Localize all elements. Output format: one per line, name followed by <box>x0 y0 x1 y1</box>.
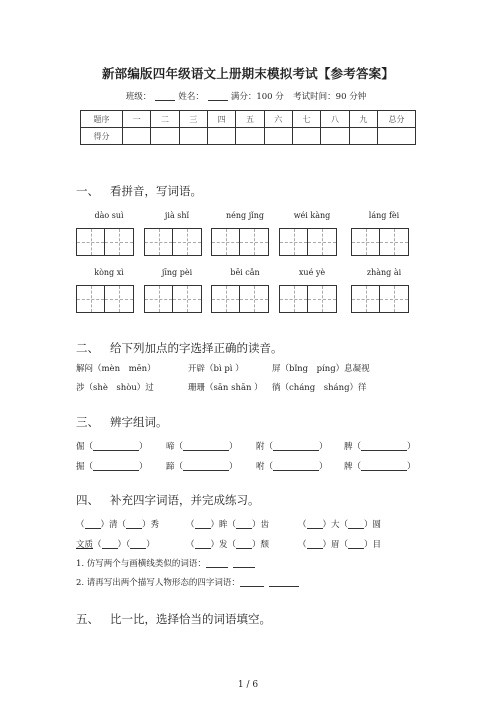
idiom-text: ）大（ <box>322 520 349 530</box>
pronunciation-item[interactable]: 珊珊（sān shān ） <box>188 383 263 393</box>
idiom-question-2 <box>76 576 299 588</box>
question-text: 2. 请再写出两个描写人物形态的四字词语： <box>76 578 240 588</box>
exam-info <box>0 90 496 102</box>
score-header-cell: 二 <box>151 111 179 128</box>
score-cell[interactable] <box>349 128 377 145</box>
section-1-heading <box>76 183 202 199</box>
score-header-cell: 六 <box>264 111 292 128</box>
pinyin-label: néng jǐng <box>225 211 265 220</box>
score-header-cell: 三 <box>179 111 207 128</box>
score-cell[interactable] <box>123 128 151 145</box>
score-cell[interactable] <box>264 128 292 145</box>
section-2-title: 给下列加点的字选择正确的读音。 <box>110 341 283 355</box>
idiom-blank[interactable] <box>102 540 118 549</box>
idiom-blank[interactable] <box>307 540 323 549</box>
score-table-row <box>81 128 416 145</box>
pinyin-label: bēi cǎn <box>230 268 260 277</box>
answer-blank[interactable] <box>183 442 229 451</box>
group-char: 掘 <box>76 462 85 472</box>
section-4-title: 补充四字词语，并完成练习。 <box>110 493 260 507</box>
pinyin-row-2 <box>76 268 422 280</box>
idiom-blank[interactable] <box>236 540 252 549</box>
pinyin-label: kòng xì <box>94 268 124 277</box>
score-header-cell: 一 <box>123 111 151 128</box>
section-1-title: 看拼音，写词语。 <box>110 184 202 198</box>
section-4-heading <box>76 492 260 508</box>
score-header-cell: 题序 <box>81 111 123 128</box>
tianzige-box[interactable] <box>76 228 134 256</box>
section-3-heading <box>76 414 168 430</box>
full-score: 满分：100 分 <box>230 92 284 102</box>
idiom-blank[interactable] <box>195 540 211 549</box>
idiom-text: 文质 <box>76 540 94 550</box>
pronunciation-item[interactable]: 屏（bǐng píng）息凝视 <box>272 364 370 374</box>
idiom-blank[interactable] <box>130 540 146 549</box>
score-cell[interactable] <box>207 128 235 145</box>
idiom-text: ）目 <box>364 540 382 550</box>
pronunciation-item[interactable]: 解闷（mèn mēn） <box>76 364 156 374</box>
group-char: 蹄 <box>166 462 175 472</box>
idiom-blank[interactable] <box>126 520 142 529</box>
score-header-cell: 七 <box>292 111 320 128</box>
answer-blank[interactable] <box>361 462 407 471</box>
idiom-text: ）眉（ <box>322 540 349 550</box>
question-text: 1. 仿写两个与画横线类似的词语： <box>76 559 206 569</box>
tianzige-box[interactable] <box>211 285 269 313</box>
idiom-text: （ <box>93 540 102 550</box>
idiom-text: （ <box>298 520 307 530</box>
idiom-blank[interactable] <box>236 520 252 529</box>
pinyin-label: dào suì <box>94 211 124 220</box>
pinyin-label: jià shǐ <box>164 211 190 220</box>
tianzige-box[interactable] <box>211 228 269 256</box>
page-title: 新部编版四年级语文上册期末模拟考试【参考答案】 <box>101 66 395 81</box>
answer-blank[interactable] <box>206 559 228 568</box>
idiom-text: ）颓 <box>252 540 270 550</box>
score-header-cell: 四 <box>207 111 235 128</box>
answer-blank[interactable] <box>273 462 319 471</box>
idiom-text: ）眸（ <box>210 520 237 530</box>
group-char: 啼 <box>166 442 175 452</box>
tianzige-box[interactable] <box>76 285 134 313</box>
score-cell[interactable] <box>378 128 416 145</box>
answer-blank[interactable] <box>183 462 229 471</box>
idiom-text: ）秀 <box>142 520 160 530</box>
score-table <box>80 110 416 145</box>
score-header-cell: 九 <box>349 111 377 128</box>
section-2-heading <box>76 340 283 356</box>
class-label: 班级： <box>125 92 152 102</box>
score-header-cell: 五 <box>236 111 264 128</box>
idiom-blank[interactable] <box>348 540 364 549</box>
name-blank[interactable] <box>208 92 228 101</box>
pronunciation-item[interactable]: 徜（cháng sháng）徉 <box>272 383 367 393</box>
writing-grid-row-2 <box>76 285 422 313</box>
score-header-cell: 总分 <box>378 111 416 128</box>
answer-blank[interactable] <box>269 578 299 587</box>
answer-blank[interactable] <box>93 442 139 451</box>
idiom-blank[interactable] <box>307 520 323 529</box>
group-char: 倔 <box>76 442 85 452</box>
group-char: 脾 <box>344 442 353 452</box>
pinyin-label: láng fèi <box>368 211 400 220</box>
idiom-text: （ <box>298 540 307 550</box>
writing-grid-row-1 <box>76 228 422 256</box>
idiom-blank[interactable] <box>85 520 101 529</box>
idiom-blank[interactable] <box>195 520 211 529</box>
tianzige-box[interactable] <box>351 285 409 313</box>
score-cell[interactable] <box>321 128 349 145</box>
group-char: 附 <box>256 442 265 452</box>
section-2-number: 二、 <box>76 341 99 355</box>
name-label: 姓名： <box>178 92 204 102</box>
pinyin-label: wéi kàng <box>293 211 331 220</box>
idiom-text: ） <box>146 540 155 550</box>
pronunciation-item[interactable]: 开辟（bì pì ） <box>188 364 244 374</box>
score-table-header <box>81 111 416 128</box>
tianzige-box[interactable] <box>279 285 337 313</box>
section-5-title: 比一比，选择恰当的词语填空。 <box>110 612 271 626</box>
idiom-blank[interactable] <box>348 520 364 529</box>
pinyin-label: zhàng ài <box>366 268 402 277</box>
score-cell[interactable] <box>292 128 320 145</box>
score-cell[interactable] <box>236 128 264 145</box>
class-blank[interactable] <box>155 92 175 101</box>
idiom-text: ）发（ <box>210 540 237 550</box>
answer-blank[interactable] <box>361 442 407 451</box>
answer-blank[interactable] <box>233 559 255 568</box>
answer-blank[interactable] <box>240 578 264 587</box>
section-5-number: 五、 <box>76 612 99 626</box>
idiom-text: （ <box>76 520 85 530</box>
idiom-text: ）（ <box>117 540 131 550</box>
score-row-label: 得分 <box>81 128 123 145</box>
pronunciation-item[interactable]: 涉（shè shòu）过 <box>76 383 154 393</box>
idiom-text: ）齿 <box>252 520 270 530</box>
section-1-number: 一、 <box>76 184 99 198</box>
page-number: 1 / 6 <box>237 680 259 690</box>
idiom-question-1 <box>76 557 255 569</box>
group-char: 咐 <box>256 462 265 472</box>
score-cell[interactable] <box>151 128 179 145</box>
section-3-number: 三、 <box>76 415 99 429</box>
exam-page: 新部编版四年级语文上册期末模拟考试【参考答案】 班级： 姓名： 满分：100 分 考试时间：90 分钟 题序 一 二 三 四 五 六 七 八 九 总分 得分 一、 看拼音，写词语。 dào suì jià shǐ néng jǐng wéi kàng láng fèi kòng xì jīng pèi bēi cǎn xué yè zhàng ài 二、 给下列加点的字选择正确的读音。 解闷（mèn mēn） 开辟（bì pì ） 屏（bǐng píng）息凝视 涉（shè shòu）过 珊珊（sān shān ） 徜（cháng sháng）徉 三、 辨字组词。 倔（ ） 啼（ ） 附（ ） 脾（ ） 掘（ ） 蹄（ ） 咐（ ） 牌（ ） 四、 补充四字词语，并完成练习。 （ ）清（ ）秀 （ ）眸（ ）齿 （ ）大（ ）圆 文质（ ）（ ） （ ）发（ ）颓 （ ）眉（ ）目 1. 仿写两个与画横线类似的词语： 2. 请再写出两个描写人物形态的四字词语： 五、 比一比，选择恰当的词语填空。 1 / 6 <box>0 0 496 702</box>
exam-time: 考试时间：90 分钟 <box>293 92 367 102</box>
tianzige-box[interactable] <box>351 228 409 256</box>
pinyin-label: jīng pèi <box>161 268 193 277</box>
idiom-text: ）清（ <box>100 520 127 530</box>
section-4-number: 四、 <box>76 493 99 507</box>
answer-blank[interactable] <box>273 442 319 451</box>
tianzige-box[interactable] <box>279 228 337 256</box>
pinyin-label: xué yè <box>298 268 326 277</box>
idiom-text: ）圆 <box>364 520 382 530</box>
idiom-text: （ <box>186 520 195 530</box>
score-header-cell: 八 <box>321 111 349 128</box>
section-3-title: 辨字组词。 <box>110 415 168 429</box>
answer-blank[interactable] <box>93 462 139 471</box>
pinyin-row-1 <box>76 211 422 223</box>
section-5-heading <box>76 611 271 627</box>
tianzige-box[interactable] <box>144 228 202 256</box>
group-char: 牌 <box>344 462 353 472</box>
tianzige-box[interactable] <box>144 285 202 313</box>
idiom-text: （ <box>186 540 195 550</box>
score-cell[interactable] <box>179 128 207 145</box>
